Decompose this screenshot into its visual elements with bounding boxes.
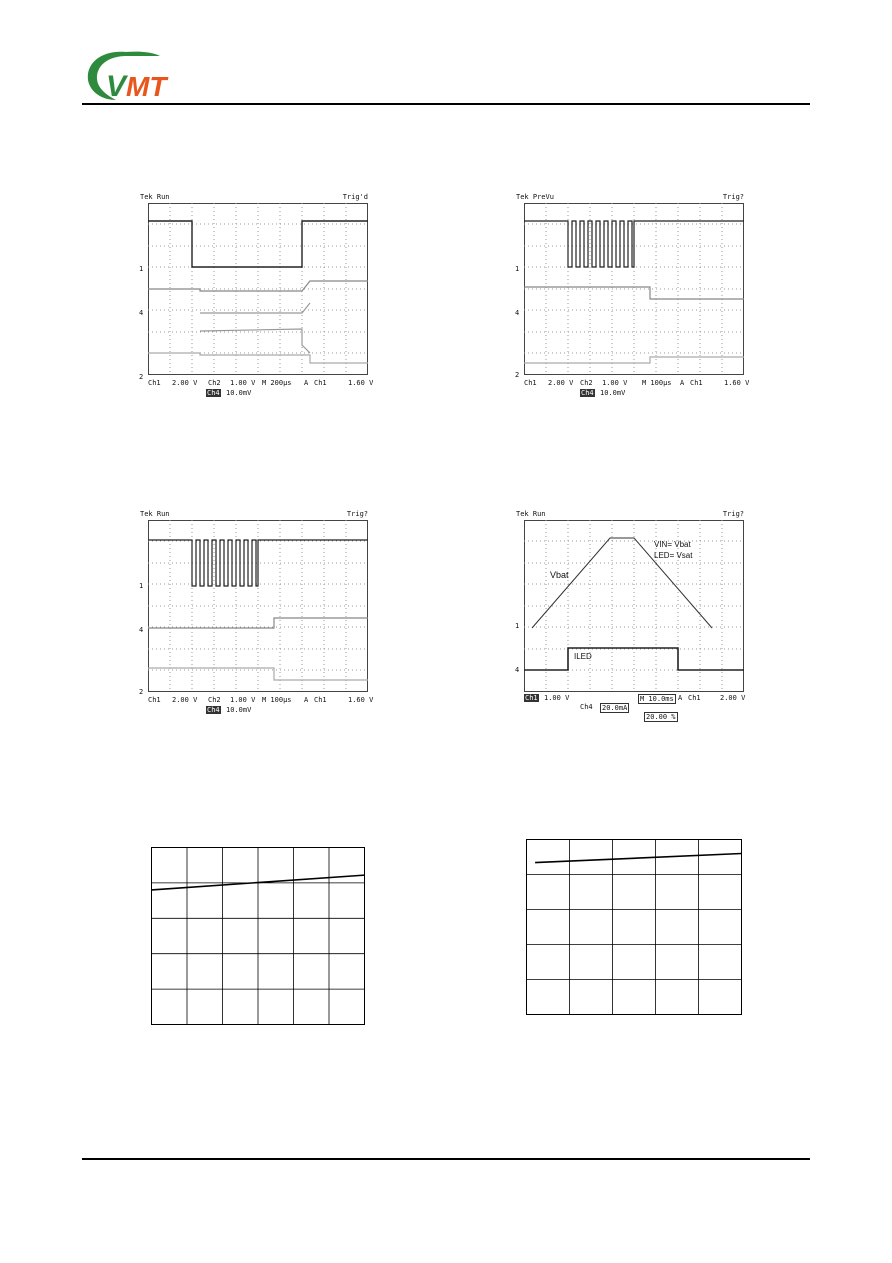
scope-grid [524, 203, 744, 375]
scope-trigger: Trig'd [342, 193, 368, 201]
scope-status: Tek Run [140, 193, 170, 201]
oscilloscope-capture-3: Tek Run Trig? 1 4 2 Ch1 2.00 V Ch2 1.00 V M 100µs A Ch1 1.60 V Ch4 10.0mV [139, 510, 374, 714]
company-logo [82, 46, 172, 102]
marker-ch4: 4 [139, 626, 144, 634]
header-rule [82, 103, 810, 105]
annotation-vbat: Vbat [550, 570, 569, 580]
footer-rule [82, 1158, 810, 1160]
marker-ch2: 2 [515, 371, 520, 379]
oscilloscope-capture-4: Tek Run Trig? Vbat VIN= Vbat LED= Vsat ILED 1 4 Ch1 1.00 V M 10.0ms A Ch1 2.00 V Ch4 20.0mA 20.00 % [515, 510, 746, 721]
marker-ch2: 2 [139, 373, 144, 381]
svg-text:V: V [106, 70, 127, 102]
scope-status: Tek Run [516, 510, 546, 518]
scope-trigger: Trig? [722, 510, 744, 518]
scope-grid [524, 520, 744, 692]
marker-ch4: 4 [515, 309, 520, 317]
scope-trigger: Trig? [722, 193, 744, 201]
graph-frame [527, 840, 742, 1015]
marker-ch1: 1 [515, 265, 520, 273]
characteristic-graph-1 [150, 846, 366, 1026]
marker-ch1: 1 [139, 265, 144, 273]
oscilloscope-capture-1: Tek Run Trig'd 1 4 2 Ch1 2.00 V Ch2 1.00 V M 200µs A Ch1 1.60 V Ch4 10.0mV [139, 193, 374, 397]
scope-trigger: Trig? [346, 510, 368, 518]
marker-ch1: 1 [139, 582, 144, 590]
scope-status: Tek Run [140, 510, 170, 518]
characteristic-graph-2 [525, 838, 743, 1016]
scope-grid [148, 203, 368, 375]
oscilloscope-capture-2: Tek PreVu Trig? 1 4 2 Ch1 2.00 V Ch2 1.00 V M 100µs A Ch1 1.60 V Ch4 10.0mV [515, 193, 750, 397]
scope-status: Tek PreVu [516, 193, 554, 201]
scope-grid [148, 520, 368, 692]
characteristic-curve [535, 854, 741, 863]
marker-ch1: 1 [515, 622, 520, 630]
marker-ch4: 4 [139, 309, 144, 317]
svg-text:MT: MT [126, 71, 167, 102]
annotation-formula-1: VIN= Vbat [654, 540, 691, 549]
annotation-current: ILED [574, 652, 592, 661]
marker-ch2: 2 [139, 688, 144, 696]
annotation-formula-2: LED= Vsat [654, 551, 693, 560]
marker-ch4: 4 [515, 666, 520, 674]
